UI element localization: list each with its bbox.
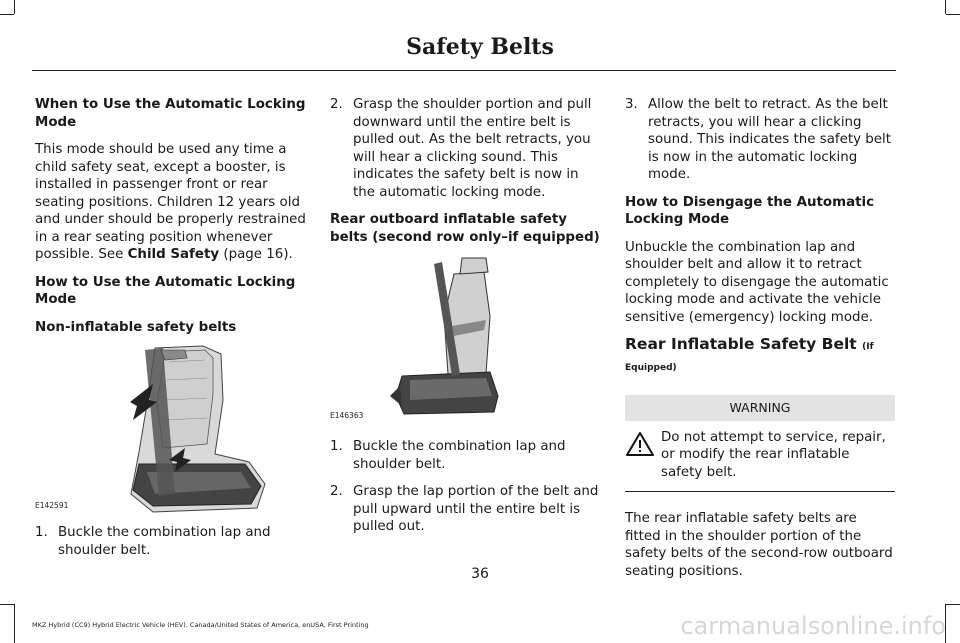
figure-label: E142591 <box>35 500 69 510</box>
crop-mark <box>14 604 15 643</box>
rear-seat-illustration <box>330 256 602 426</box>
paragraph-automatic-locking-usage <box>35 141 307 264</box>
warning-body <box>625 429 895 493</box>
warning-triangle-icon <box>625 431 657 463</box>
crop-mark <box>0 14 14 15</box>
list-number: 2. <box>330 484 343 499</box>
heading-automatic-locking-when: When to Use the Automatic Locking Mode <box>35 97 306 130</box>
list-item <box>330 438 602 473</box>
figure-seat-belt-rear <box>330 256 602 426</box>
list-number: 1. <box>35 525 48 540</box>
list-number: 2. <box>330 97 343 112</box>
crop-mark <box>0 604 14 605</box>
section-title-rear-inflatable <box>625 336 895 377</box>
list-text: Buckle the combination lap and shoulder belt. <box>353 439 566 472</box>
heading-disengage-locking: How to Disengage the Automatic Locking Mode <box>625 194 875 227</box>
heading-non-inflatable-belts: Non-inflatable safety belts <box>35 319 237 335</box>
warning-header: WARNING <box>625 395 895 421</box>
list-text: Allow the belt to retract. As the belt retracts, you will hear a clicking sound. This indicates the safety belt is now in the automatic locking mode. <box>648 97 891 182</box>
page-title: Safety Belts <box>406 34 554 60</box>
watermark: carmanualsonline.info <box>680 612 946 640</box>
header-divider <box>32 70 896 71</box>
heading-rear-outboard-belts: Rear outboard inflatable safety belts (second row only–if equipped) <box>330 212 600 245</box>
column-3 <box>625 96 895 590</box>
list-text: Buckle the combination lap and shoulder belt. <box>58 525 271 558</box>
list-number: 3. <box>625 97 638 112</box>
heading-automatic-locking-how: How to Use the Automatic Locking Mode <box>35 274 296 307</box>
list-text: Grasp the lap portion of the belt and pull upward until the entire belt is pulled out. <box>353 484 599 534</box>
figure-label: E146363 <box>330 410 364 420</box>
list-text: Grasp the shoulder portion and pull downward until the entire belt is pulled out. As the belt retracts, you will hear a clicking sound. This indicates the safety belt is now in the automatic locking mode. <box>353 97 592 200</box>
crop-mark <box>14 0 15 14</box>
list-item <box>625 96 895 184</box>
link-child-safety[interactable]: Child Safety <box>127 247 220 262</box>
paragraph-disengage: Unbuckle the combination lap and shoulder belt and allow it to retract completely to disengage the automatic locking mode and activate the vehicle sensitive (emergency) locking mode. <box>625 239 889 325</box>
page-number: 36 <box>471 566 489 582</box>
list-number: 1. <box>330 439 343 454</box>
column-2 <box>330 96 602 546</box>
section-title-text: Rear Inflatable Safety Belt <box>625 335 857 353</box>
warning-text: Do not attempt to service, repair, or modify the rear inflatable safety belt. <box>661 429 886 480</box>
paragraph-text: (page 16). <box>219 247 293 262</box>
list-item <box>35 524 307 559</box>
figure-seat-belt-front <box>35 344 307 516</box>
crop-mark <box>945 0 946 14</box>
paragraph-text: This mode should be used any time a child safety seat, except a booster, is installed in passenger front or rear seating positions. Children 12 years old and under should be properly restrained in a rear seating position whenever possible. See <box>35 142 306 262</box>
seat-illustration <box>35 344 307 516</box>
footer-text: MKZ Hybrid (CC9) Hybrid Electric Vehicle (HEV), Canada/United States of America, enUSA, First Printing <box>32 621 369 629</box>
list-item <box>330 483 602 536</box>
crop-mark <box>946 604 960 605</box>
paragraph-rear-inflatable: The rear inflatable safety belts are fitted in the shoulder portion of the safety belts of the second-row outboard seating positions. <box>625 511 893 579</box>
crop-mark <box>946 14 960 15</box>
list-item <box>330 96 602 201</box>
section-title-suffix: (If Equipped) <box>625 342 874 373</box>
column-1 <box>35 96 307 569</box>
